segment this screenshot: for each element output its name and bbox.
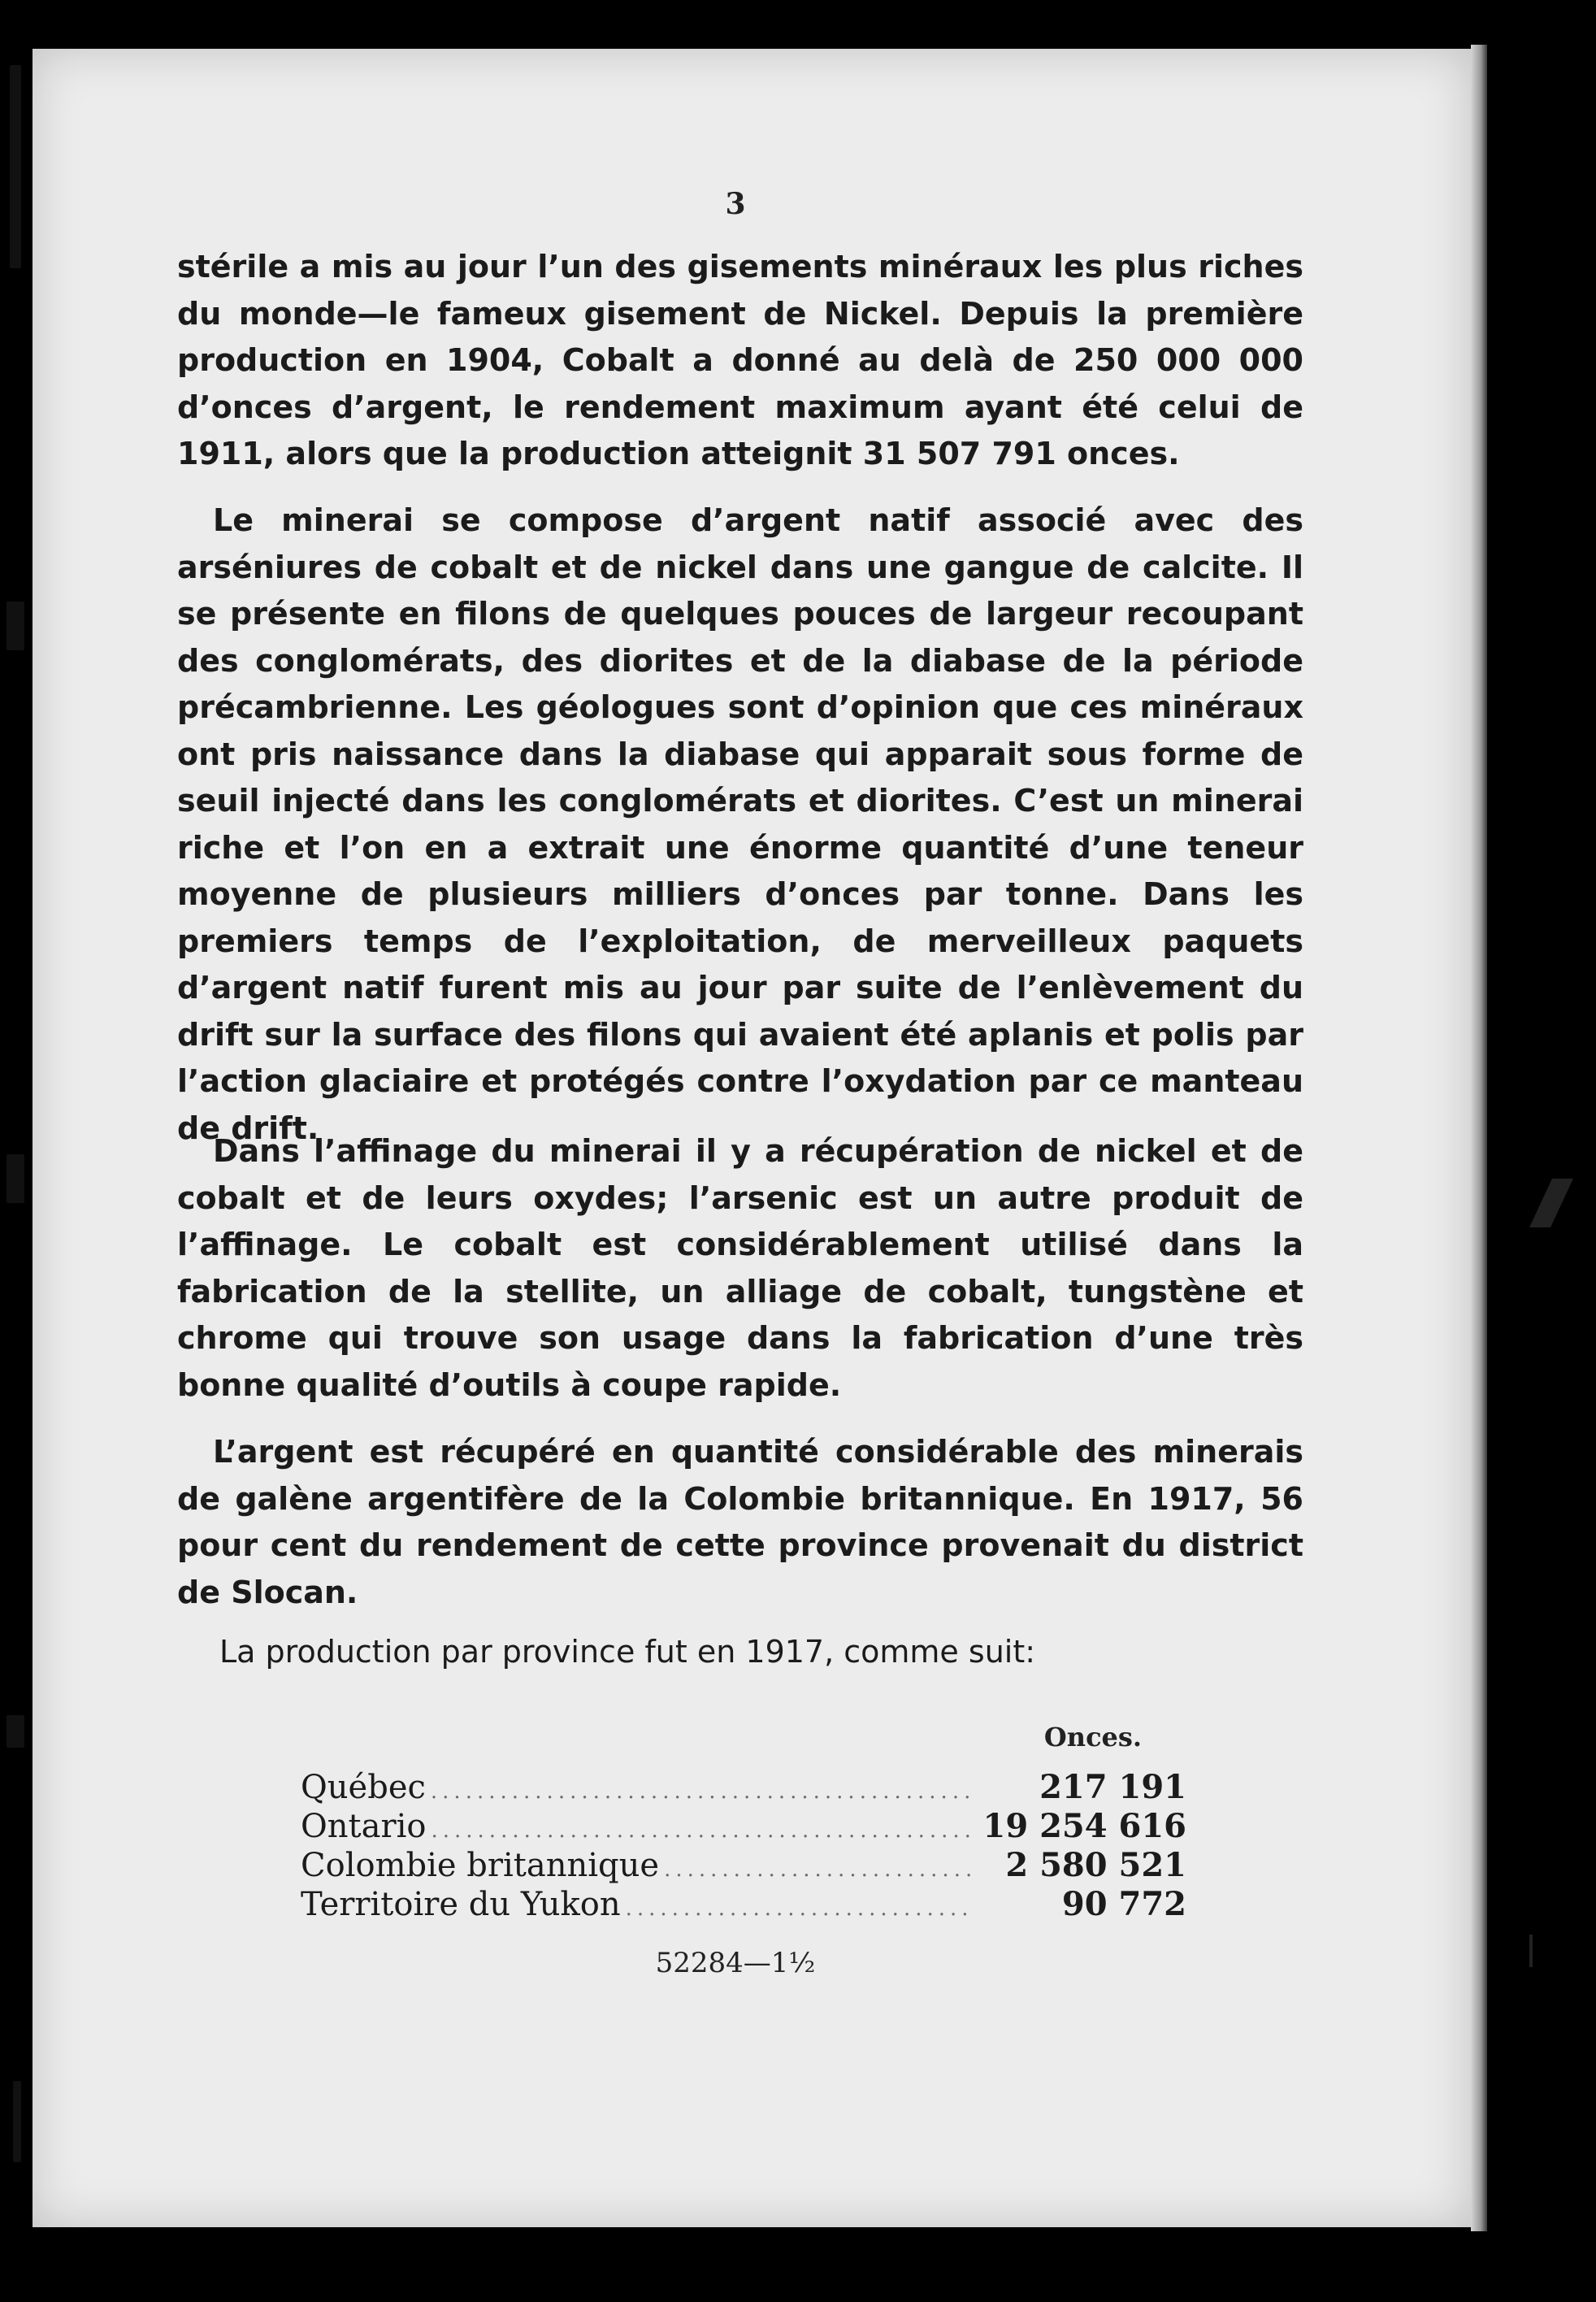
scan-artifact (1529, 1935, 1533, 1967)
binding-mark (10, 65, 21, 268)
province-name: Québec (301, 1769, 426, 1806)
page-edge (1471, 45, 1487, 2231)
province-value: 90 772 (1061, 1885, 1186, 1923)
binding-mark (7, 602, 24, 650)
binding-mark (13, 2081, 21, 2162)
table-row (301, 1768, 1186, 1807)
table-row (301, 1807, 1186, 1846)
paragraph-1: stérile a mis au jour l’un des gisements minéraux les plus riches du monde—le fameux gisement de Nickel. Depuis la première production en 1904, Cobalt a donné au delà de 250 000 000 d’onces d’argent, le rendement maximum ayant été celui de 1911, alors que la production atteignit 31 507 791 onces. (177, 249, 1303, 471)
page-number: 3 (725, 187, 746, 221)
province-name: Territoire du Yukon (301, 1886, 621, 1923)
dot-leader (659, 1850, 975, 1889)
province-value: 217 191 (1039, 1768, 1186, 1806)
binding-mark (7, 1715, 24, 1748)
table-intro: La production par province fut en 1917, comme suit: (219, 1634, 1036, 1670)
binding-mark (7, 1154, 24, 1203)
dot-leader (621, 1889, 975, 1928)
dot-leader (426, 1772, 975, 1811)
paragraph-4: L’argent est récupéré en quantité considérable des minerais de galène argentifère de la Colombie britannique. En 1917, 56 pour cent du rendement de cette province provenait du district de Slocan. (177, 1434, 1303, 1610)
province-name: Ontario (301, 1808, 427, 1845)
print-code: 52284—1½ (655, 1947, 816, 1979)
table-header-ounces: Onces. (1043, 1722, 1143, 1753)
province-name: Colombie britannique (301, 1847, 660, 1884)
province-value: 19 254 616 (982, 1807, 1186, 1845)
paragraph-2: Le minerai se compose d’argent natif associé avec des arséniures de cobalt et de nickel dans une gangue de calcite. Il se présente en filons de quelques pouces de largeur recoupant des conglomérats, des diorites et de la diabase de la période précambrienne. Les géologues sont d’opinion que ces minéraux ont pris naissance dans la diabase qui apparait sous forme de seuil injecté dans les conglomérats et diorites. C’est un minerai riche et l’on en a extrait une énorme quantité d’une teneur moyenne de plusieurs milliers d’onces par tonne. Dans les premiers temps de l’exploitation, de merveilleux paquets d’argent natif furent mis au jour par suite de l’enlèvement du drift sur la surface des filons qui avaient été aplanis et polis par l’action glaciaire et protégés contre l’oxydation par ce manteau de drift. (177, 502, 1303, 1146)
dot-leader (426, 1811, 975, 1850)
production-table (301, 1768, 1186, 1924)
table-row (301, 1885, 1186, 1924)
table-row (301, 1846, 1186, 1885)
paragraph-3: Dans l’affinage du minerai il y a récupération de nickel et de cobalt et de leurs oxydes; l’arsenic est un autre produit de l’affinage. Le cobalt est considérablement utilisé dans la fabrication de la stellite, un alliage de cobalt, tungstène et chrome qui trouve son usage dans la fabrication d’une très bonne qualité d’outils à coupe rapide. (177, 1133, 1303, 1403)
province-value: 2 580 521 (1005, 1846, 1186, 1884)
